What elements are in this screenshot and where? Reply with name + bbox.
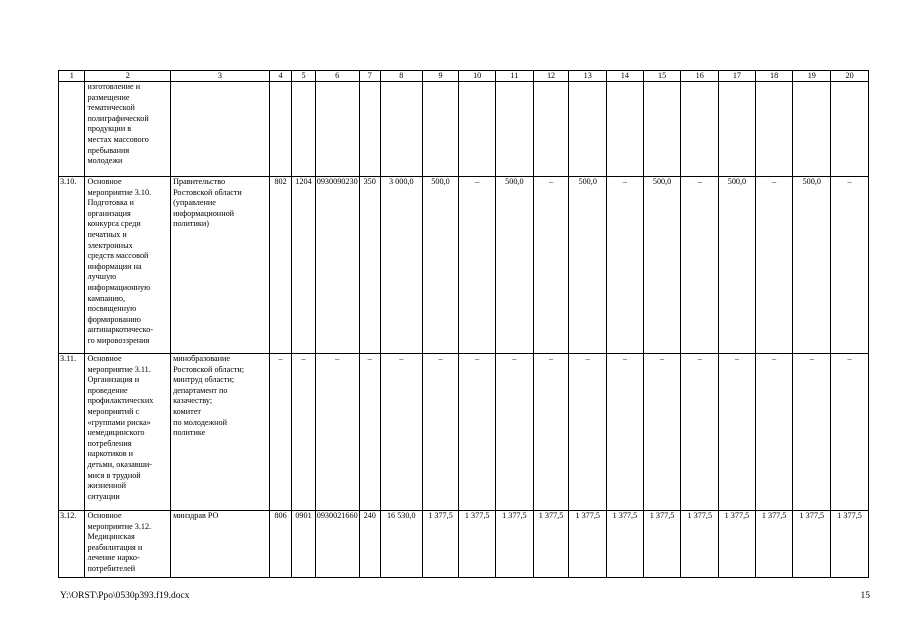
header-cell: 15: [643, 71, 681, 82]
table-cell: 1 377,5: [643, 511, 681, 578]
table-cell: –: [359, 354, 380, 511]
table-cell: минздрав РО: [171, 511, 270, 578]
table-cell: –: [831, 177, 869, 354]
table-cell: –: [459, 354, 496, 511]
header-cell: 12: [533, 71, 569, 82]
footer-file-path: Y:\ORST\Ppo\0530p393.f19.docx: [60, 591, 190, 601]
table-cell: –: [755, 354, 793, 511]
table-cell: 500,0: [569, 177, 607, 354]
table-cell: 500,0: [422, 177, 459, 354]
table-cell: 500,0: [643, 177, 681, 354]
header-cell: 2: [85, 71, 171, 82]
header-cell: 9: [422, 71, 459, 82]
table-cell: –: [380, 354, 422, 511]
table-cell: –: [533, 354, 569, 511]
table-cell: –: [681, 354, 719, 511]
table-cell: [496, 82, 534, 177]
header-cell: 17: [719, 71, 756, 82]
table-cell: Основное мероприятие 3.12. Медицинская реабилитация и лечение нарко- потребителей: [85, 511, 171, 578]
table-cell: [422, 82, 459, 177]
table-cell: Основное мероприятие 3.10. Подготовка и организация конкурса среди печатных и электронных средств массовой информации на лучшую информационную кампанию, посвященную формированию антинаркотическо- го мировоззрения: [85, 177, 171, 354]
header-cell: 14: [607, 71, 644, 82]
header-row: [59, 71, 869, 82]
table-row: [59, 177, 869, 354]
table-cell: 0930090230: [315, 177, 359, 354]
table-cell: [292, 82, 315, 177]
table-cell: 350: [359, 177, 380, 354]
table-cell: 0901: [292, 511, 315, 578]
table-row: [59, 511, 869, 578]
table-cell: –: [315, 354, 359, 511]
table-cell: 3.11.: [59, 354, 85, 511]
table-cell: изготовление и размещение тематической полиграфической продукции в местах массового пребывания молодежи: [85, 82, 171, 177]
table-cell: 1 377,5: [496, 511, 534, 578]
header-cell: 11: [496, 71, 534, 82]
table-cell: –: [459, 177, 496, 354]
table-cell: 1 377,5: [681, 511, 719, 578]
table-row: [59, 82, 869, 177]
header-cell: 8: [380, 71, 422, 82]
table-cell: –: [793, 354, 831, 511]
table-cell: 500,0: [719, 177, 756, 354]
table-cell: 16 530,0: [380, 511, 422, 578]
header-cell: 10: [459, 71, 496, 82]
table-cell: –: [496, 354, 534, 511]
table-row: [59, 354, 869, 511]
table-cell: 0930021660: [315, 511, 359, 578]
table-cell: –: [533, 177, 569, 354]
table-cell: Основное мероприятие 3.11. Организация и проведение профилактических мероприятий с «группами риска» немедицинского потребления наркотиков и детьми, оказавши- мися в трудной жизненной ситуации: [85, 354, 171, 511]
header-cell: 16: [681, 71, 719, 82]
table-cell: [171, 82, 270, 177]
table-cell: 500,0: [496, 177, 534, 354]
table-cell: –: [643, 354, 681, 511]
table-cell: 3.10.: [59, 177, 85, 354]
table-cell: 1 377,5: [459, 511, 496, 578]
table-cell: 806: [269, 511, 291, 578]
table-cell: [269, 82, 291, 177]
table-cell: –: [607, 354, 644, 511]
table-cell: [59, 82, 85, 177]
table-cell: 1 377,5: [831, 511, 869, 578]
budget-table: [58, 70, 869, 578]
table-cell: –: [719, 354, 756, 511]
header-cell: 13: [569, 71, 607, 82]
table-cell: [607, 82, 644, 177]
table-cell: [643, 82, 681, 177]
table-cell: [533, 82, 569, 177]
table-cell: [831, 82, 869, 177]
table-cell: Правительство Ростовской области (управление информационной политики): [171, 177, 270, 354]
header-cell: 5: [292, 71, 315, 82]
footer-page-number: 15: [860, 591, 870, 601]
table-cell: [793, 82, 831, 177]
table-cell: 1204: [292, 177, 315, 354]
table-cell: –: [607, 177, 644, 354]
table-cell: –: [831, 354, 869, 511]
table-cell: [315, 82, 359, 177]
table-cell: –: [569, 354, 607, 511]
table-cell: 1 377,5: [569, 511, 607, 578]
table-cell: [359, 82, 380, 177]
table-cell: 3.12.: [59, 511, 85, 578]
header-cell: 1: [59, 71, 85, 82]
table-cell: 1 377,5: [793, 511, 831, 578]
table-cell: [459, 82, 496, 177]
table-cell: [755, 82, 793, 177]
header-cell: 19: [793, 71, 831, 82]
table-cell: 500,0: [793, 177, 831, 354]
table-cell: 1 377,5: [719, 511, 756, 578]
table-cell: 1 377,5: [422, 511, 459, 578]
table-cell: –: [755, 177, 793, 354]
table-cell: [380, 82, 422, 177]
table-cell: минобразование Ростовской области; минтруд области; департамент по казачеству; комитет по молодежной политике: [171, 354, 270, 511]
table-cell: 802: [269, 177, 291, 354]
table-cell: 3 000,0: [380, 177, 422, 354]
table-cell: [719, 82, 756, 177]
header-cell: 3: [171, 71, 270, 82]
table-cell: 240: [359, 511, 380, 578]
table-cell: [569, 82, 607, 177]
table-cell: –: [422, 354, 459, 511]
table-cell: 1 377,5: [755, 511, 793, 578]
table-cell: [681, 82, 719, 177]
header-cell: 6: [315, 71, 359, 82]
header-cell: 18: [755, 71, 793, 82]
header-cell: 20: [831, 71, 869, 82]
table-cell: –: [269, 354, 291, 511]
table-cell: 1 377,5: [533, 511, 569, 578]
table-cell: 1 377,5: [607, 511, 644, 578]
table-cell: –: [681, 177, 719, 354]
header-cell: 7: [359, 71, 380, 82]
header-cell: 4: [269, 71, 291, 82]
table-cell: –: [292, 354, 315, 511]
